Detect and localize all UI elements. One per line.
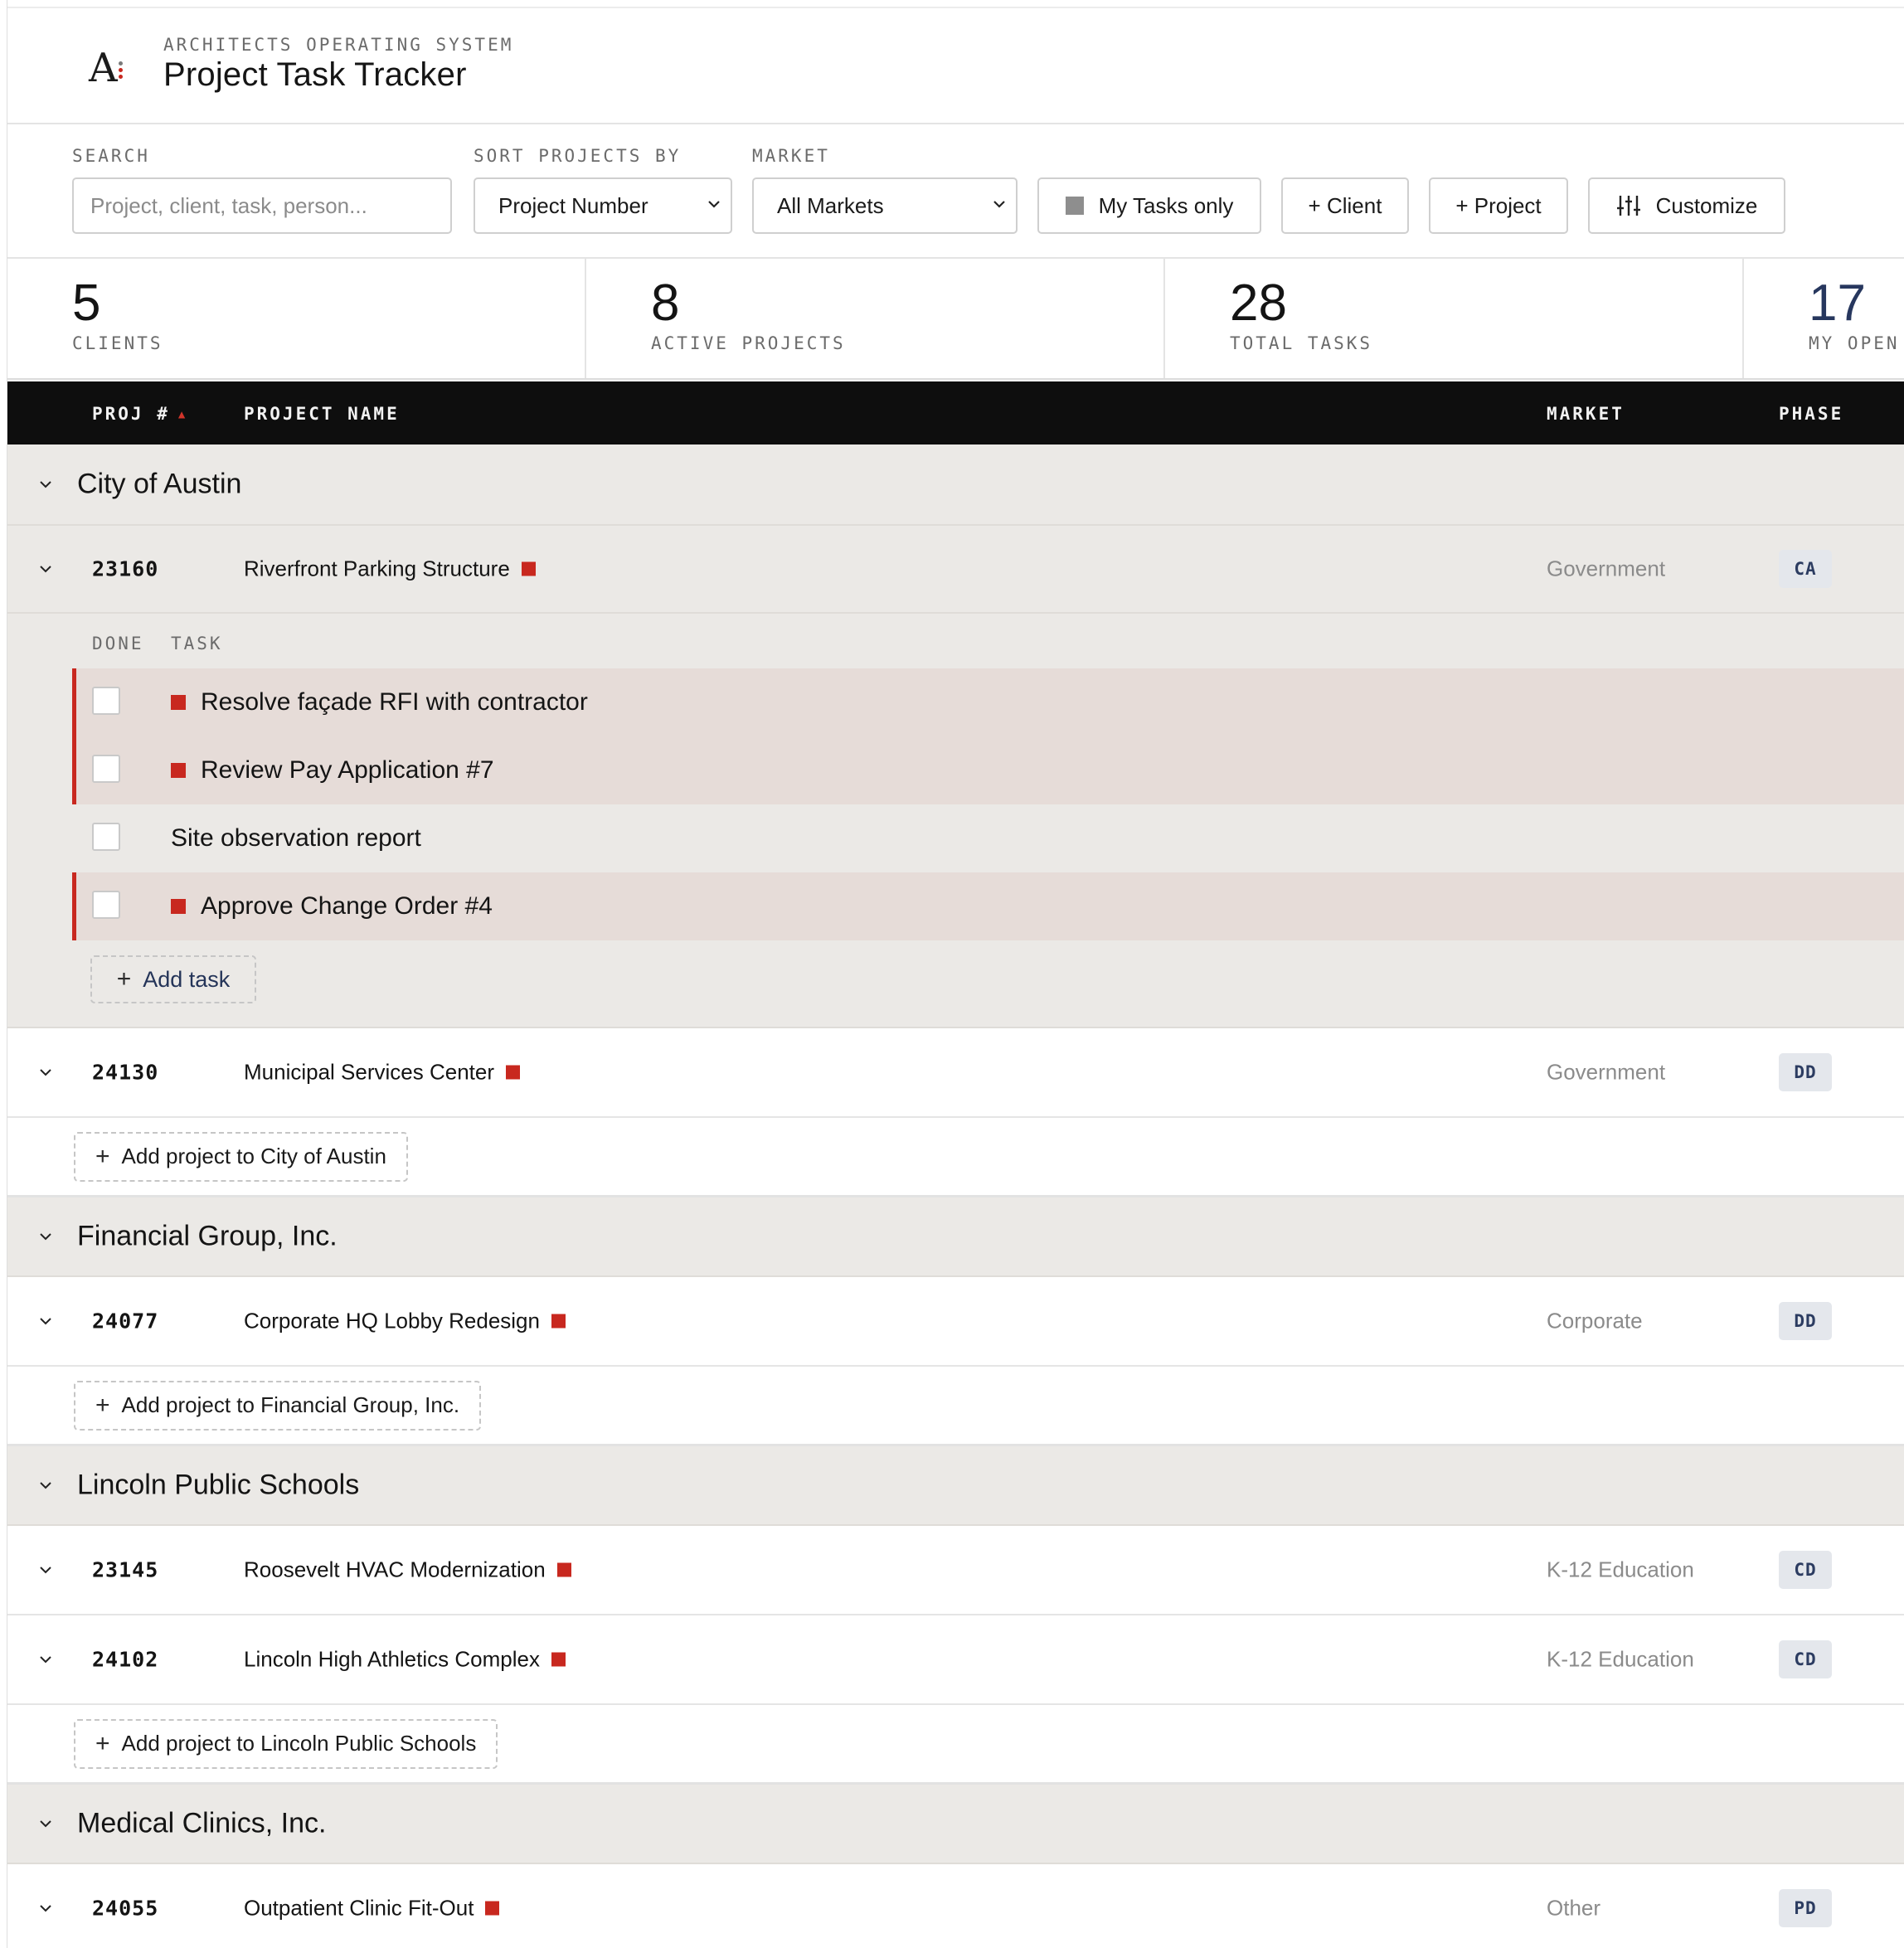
phase-badge[interactable]: CA	[1779, 550, 1832, 588]
add-project-label: Add project to Financial Group, Inc.	[121, 1392, 460, 1417]
task-row[interactable]	[72, 668, 1904, 736]
project-row[interactable]	[7, 1615, 1904, 1705]
column-header-phase[interactable]: PHASE	[1779, 404, 1844, 424]
stat-value: 8	[651, 274, 680, 332]
chevron-down-icon	[706, 196, 722, 212]
add-task-label: Add task	[143, 966, 231, 992]
stat-label: MY OPEN	[1809, 333, 1900, 353]
priority-flag-icon	[551, 1314, 566, 1329]
client-name: Lincoln Public Schools	[77, 1469, 360, 1501]
sort-label: SORT PROJECTS BY	[474, 146, 682, 166]
customize-button[interactable]	[1588, 177, 1785, 234]
chevron-down-icon	[991, 196, 1008, 212]
project-number: 24055	[92, 1896, 159, 1921]
project-row[interactable]	[7, 1526, 1904, 1615]
task-row[interactable]	[72, 804, 1904, 872]
app-window	[7, 0, 1904, 1948]
market-select[interactable]	[752, 177, 1018, 234]
stat-value: 28	[1230, 274, 1287, 332]
app-subtitle: ARCHITECTS OPERATING SYSTEM	[163, 35, 514, 55]
add-project-to-client-button[interactable]	[74, 1132, 408, 1182]
project-name[interactable]	[244, 1896, 499, 1921]
task-header-done: DONE	[92, 634, 144, 653]
project-name-text: Lincoln High Athletics Complex	[244, 1646, 540, 1672]
client-group-row[interactable]	[7, 1197, 1904, 1277]
priority-flag-icon	[171, 695, 186, 710]
add-project-to-client-button[interactable]	[74, 1381, 481, 1431]
add-project-label: Add project to City of Austin	[121, 1144, 386, 1168]
chevron-down-icon[interactable]	[37, 1064, 54, 1081]
column-header-market[interactable]: MARKET	[1547, 404, 1625, 424]
project-number: 24077	[92, 1309, 159, 1333]
plus-icon: +	[95, 1142, 110, 1170]
project-number: 23145	[92, 1557, 159, 1582]
task-text: Site observation report	[171, 824, 421, 852]
phase-badge[interactable]: PD	[1779, 1889, 1832, 1927]
project-name-text: Roosevelt HVAC Modernization	[244, 1557, 546, 1582]
toggle-square-icon	[1066, 197, 1084, 215]
client-group-row[interactable]	[7, 1785, 1904, 1864]
customize-label: Customize	[1655, 192, 1758, 218]
project-name[interactable]	[244, 1647, 566, 1673]
stat-value: 5	[72, 274, 101, 332]
task-row[interactable]	[72, 736, 1904, 804]
priority-flag-icon	[506, 1066, 520, 1080]
search-placeholder: Project, client, task, person...	[90, 192, 367, 218]
add-project-row	[7, 1118, 1904, 1197]
client-name: Medical Clinics, Inc.	[77, 1807, 327, 1839]
stats-bar	[7, 259, 1904, 380]
project-market: Government	[1547, 556, 1666, 581]
project-number: 23160	[92, 556, 159, 581]
task-row[interactable]	[72, 872, 1904, 940]
project-name-text: Riverfront Parking Structure	[244, 556, 510, 581]
chevron-down-icon[interactable]	[37, 1562, 54, 1578]
client-group-row[interactable]	[7, 1446, 1904, 1526]
task-text: Resolve façade RFI with contractor	[201, 688, 588, 716]
plus-icon: +	[95, 1391, 110, 1419]
filter-toolbar	[7, 124, 1904, 259]
project-name-text: Corporate HQ Lobby Redesign	[244, 1308, 540, 1333]
chevron-down-icon[interactable]	[37, 476, 54, 493]
chevron-down-icon[interactable]	[37, 1651, 54, 1668]
market-select-value: All Markets	[777, 192, 884, 218]
project-name[interactable]	[244, 1557, 571, 1583]
my-tasks-label: My Tasks only	[1098, 192, 1234, 218]
column-header-project-name[interactable]: PROJECT NAME	[244, 404, 400, 424]
add-client-label: + Client	[1308, 192, 1382, 218]
project-name[interactable]	[244, 1060, 520, 1086]
app-header	[7, 7, 1904, 124]
task-panel	[7, 614, 1904, 1028]
stat-active-projects	[586, 259, 1165, 378]
chevron-down-icon[interactable]	[37, 1477, 54, 1494]
column-header-proj-number[interactable]	[92, 404, 187, 424]
project-row[interactable]	[7, 1277, 1904, 1367]
task-done-checkbox[interactable]	[92, 755, 120, 783]
search-label: SEARCH	[72, 146, 150, 166]
sliders-icon	[1616, 193, 1641, 218]
stat-label: TOTAL TASKS	[1230, 333, 1373, 353]
plus-icon: +	[95, 1729, 110, 1757]
stat-label: CLIENTS	[72, 333, 163, 353]
task-done-checkbox[interactable]	[92, 687, 120, 715]
phase-badge[interactable]: DD	[1779, 1053, 1832, 1091]
project-market: Other	[1547, 1895, 1601, 1921]
priority-flag-icon	[551, 1653, 566, 1667]
task-done-checkbox[interactable]	[92, 823, 120, 851]
phase-badge[interactable]: DD	[1779, 1302, 1832, 1340]
stat-label: ACTIVE PROJECTS	[651, 333, 846, 353]
task-done-checkbox[interactable]	[92, 891, 120, 919]
stat-total-tasks	[1165, 259, 1744, 378]
search-input[interactable]	[72, 177, 452, 234]
project-row[interactable]	[7, 1864, 1904, 1948]
sort-select[interactable]	[474, 177, 732, 234]
project-name[interactable]	[244, 556, 536, 582]
chevron-down-icon[interactable]	[37, 1900, 54, 1916]
chevron-down-icon[interactable]	[37, 1815, 54, 1832]
add-project-row	[7, 1367, 1904, 1446]
task-text: Review Pay Application #7	[201, 756, 494, 784]
priority-flag-icon	[171, 763, 186, 778]
market-label: MARKET	[752, 146, 830, 166]
add-project-to-client-button[interactable]	[74, 1719, 498, 1769]
chevron-down-icon[interactable]	[37, 1313, 54, 1329]
stat-value: 17	[1809, 274, 1866, 332]
project-name[interactable]	[244, 1309, 566, 1334]
add-client-button[interactable]	[1281, 177, 1409, 234]
task-header-task: TASK	[171, 634, 223, 653]
chevron-down-icon[interactable]	[37, 561, 54, 577]
add-project-label: + Project	[1455, 192, 1542, 218]
plus-icon: +	[116, 965, 132, 993]
add-project-row	[7, 1705, 1904, 1785]
sort-ascending-icon: ▲	[177, 408, 188, 421]
project-market: Government	[1547, 1059, 1666, 1085]
project-row[interactable]	[7, 1028, 1904, 1118]
my-tasks-toggle[interactable]	[1037, 177, 1261, 234]
add-project-button[interactable]	[1429, 177, 1568, 234]
page-title: Project Task Tracker	[163, 56, 467, 93]
priority-flag-icon	[485, 1902, 499, 1916]
stat-my-open[interactable]	[1744, 259, 1904, 378]
project-name-text: Outpatient Clinic Fit-Out	[244, 1895, 474, 1921]
add-task-button[interactable]	[90, 955, 256, 1003]
chevron-down-icon[interactable]	[37, 1228, 54, 1245]
priority-flag-icon	[171, 899, 186, 914]
table-header	[7, 381, 1904, 444]
project-market: Corporate	[1547, 1308, 1643, 1333]
phase-badge[interactable]: CD	[1779, 1551, 1832, 1589]
project-row[interactable]	[7, 526, 1904, 614]
client-name: Financial Group, Inc.	[77, 1220, 338, 1252]
client-name: City of Austin	[77, 468, 242, 500]
add-project-label: Add project to Lincoln Public Schools	[121, 1731, 477, 1756]
project-number: 24130	[92, 1060, 159, 1085]
project-market: K-12 Education	[1547, 1557, 1694, 1582]
project-market: K-12 Education	[1547, 1646, 1694, 1672]
stat-clients	[7, 259, 586, 378]
logo-icon: A	[89, 43, 130, 93]
phase-badge[interactable]: CD	[1779, 1640, 1832, 1678]
client-group-row[interactable]	[7, 444, 1904, 526]
column-label: PROJ #	[92, 404, 170, 424]
task-text: Approve Change Order #4	[201, 892, 493, 920]
priority-flag-icon	[522, 562, 536, 576]
sort-select-value: Project Number	[498, 192, 648, 218]
project-name-text: Municipal Services Center	[244, 1059, 495, 1085]
project-number: 24102	[92, 1647, 159, 1672]
priority-flag-icon	[557, 1563, 571, 1577]
